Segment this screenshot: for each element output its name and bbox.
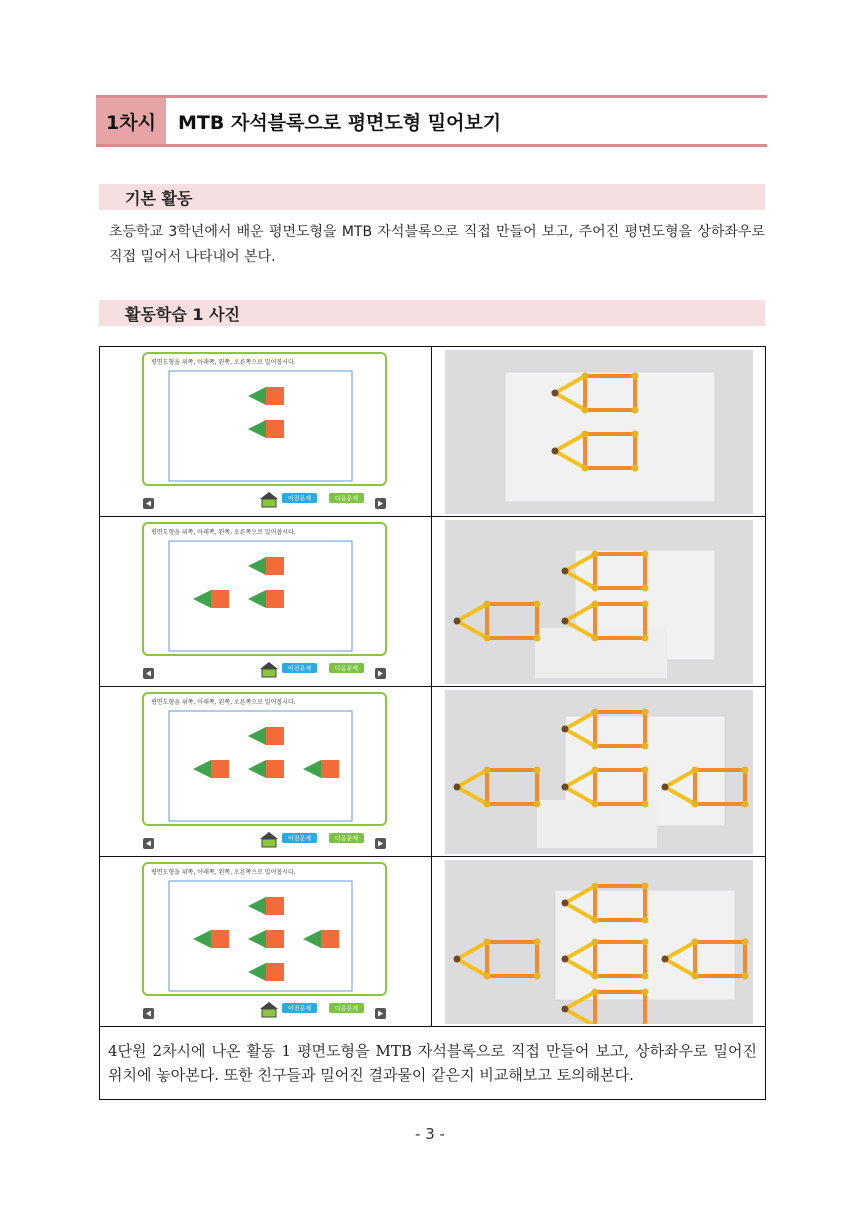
table-row [100, 1027, 766, 1100]
screen-cell [100, 687, 432, 857]
magnet-ball [741, 800, 748, 807]
magnet-ball [561, 617, 568, 624]
orange-square [266, 727, 284, 745]
orange-square [266, 760, 284, 778]
section-basic-activity [99, 184, 765, 210]
screen-instruction: 평면도형을 위쪽, 아래쪽, 왼쪽, 오른쪽으로 밀어봅시다. [150, 528, 296, 536]
block-photo [445, 860, 753, 1024]
section-activity-photos [99, 300, 765, 326]
screen-cell [100, 517, 432, 687]
orange-square [266, 897, 284, 915]
home-icon [260, 832, 278, 839]
caption-cell: 4단원 2차시에 나온 활동 1 평면도형을 MTB 자석블록으로 직접 만들어 보고, 상하좌우로 밀어진 위치에 놓아본다. 또한 친구들과 밀어진 결과물이 같은지 비교해보고 토의해본다. [100, 1027, 766, 1100]
magnet-ball [691, 972, 698, 979]
home-icon [260, 492, 278, 499]
magnet-ball [561, 567, 568, 574]
magnet-ball [561, 899, 568, 906]
home-icon-body [262, 839, 276, 847]
magnet-ball [581, 464, 588, 471]
magnet-ball [581, 406, 588, 413]
magnet-ball [631, 372, 638, 379]
magnet-ball [483, 972, 490, 979]
magnet-ball [483, 938, 490, 945]
magnet-ball [641, 584, 648, 591]
magnet-ball [641, 988, 648, 995]
magnet-ball [591, 882, 598, 889]
magnet-ball [591, 634, 598, 641]
magnet-ball [453, 783, 460, 790]
magnet-ball [591, 550, 598, 557]
magnet-ball [641, 972, 648, 979]
section-title: 기본 활동 [125, 189, 193, 208]
next-question-label: 다음문제 [334, 495, 358, 502]
photo-cell [432, 347, 766, 517]
magnet-ball [641, 916, 648, 923]
magnet-ball [483, 766, 490, 773]
orange-square [211, 590, 229, 608]
magnet-ball [533, 800, 540, 807]
magnet-ball [581, 372, 588, 379]
magnet-ball [691, 800, 698, 807]
magnet-ball [591, 972, 598, 979]
screen-cell [100, 347, 432, 517]
magnet-ball [591, 600, 598, 607]
table-row [100, 687, 766, 857]
block-photo [445, 520, 753, 684]
software-screenshot [141, 521, 391, 683]
table-row [100, 857, 766, 1027]
magnet-ball [641, 938, 648, 945]
magnet-ball [453, 955, 460, 962]
home-icon-body [262, 669, 276, 677]
magnet-ball [561, 783, 568, 790]
screen-instruction: 평면도형을 위쪽, 아래쪽, 왼쪽, 오른쪽으로 밀어봅시다. [150, 698, 296, 706]
home-icon [260, 662, 278, 669]
magnet-ball [483, 800, 490, 807]
magnet-ball [691, 766, 698, 773]
magnet-ball [641, 550, 648, 557]
magnet-ball [533, 766, 540, 773]
home-icon [260, 1002, 278, 1009]
magnet-ball [741, 972, 748, 979]
magnet-ball [533, 972, 540, 979]
magnet-ball [641, 882, 648, 889]
next-question-label: 다음문제 [334, 1005, 358, 1012]
magnet-ball [453, 617, 460, 624]
orange-square [321, 930, 339, 948]
next-question-label: 다음문제 [334, 665, 358, 672]
software-screenshot [141, 691, 391, 853]
magnet-ball [641, 600, 648, 607]
magnet-ball [561, 1005, 568, 1012]
magnet-ball [631, 464, 638, 471]
magnet-ball [631, 430, 638, 437]
magnet-ball [533, 938, 540, 945]
prev-question-label: 이전문제 [287, 665, 311, 672]
photo-cell [432, 517, 766, 687]
orange-square [266, 387, 284, 405]
prev-question-label: 이전문제 [287, 495, 311, 502]
card [537, 800, 657, 848]
orange-square [266, 963, 284, 981]
orange-square [321, 760, 339, 778]
screen-instruction: 평면도형을 위쪽, 아래쪽, 왼쪽, 오른쪽으로 밀어봅시다. [150, 868, 296, 876]
section-title: 활동학습 1 사진 [125, 305, 241, 324]
magnet-ball [551, 389, 558, 396]
page-number: - 3 - [415, 1125, 445, 1143]
block-photo [445, 690, 753, 854]
magnet-ball [591, 742, 598, 749]
magnet-ball [533, 600, 540, 607]
block-photo [445, 350, 753, 514]
software-screenshot [141, 861, 391, 1023]
prev-question-label: 이전문제 [287, 1005, 311, 1012]
magnet-ball [551, 447, 558, 454]
magnet-ball [591, 584, 598, 591]
magnet-ball [641, 742, 648, 749]
magnet-ball [591, 766, 598, 773]
session-title: MTB 자석블록으로 평면도형 밀어보기 [178, 111, 502, 134]
screen-cell [100, 857, 432, 1027]
magnet-ball [691, 938, 698, 945]
home-icon-body [262, 1009, 276, 1017]
orange-square [266, 557, 284, 575]
next-question-label: 다음문제 [334, 835, 358, 842]
magnet-ball [631, 406, 638, 413]
orange-square [266, 420, 284, 438]
magnet-ball [661, 783, 668, 790]
magnet-ball [641, 766, 648, 773]
magnet-ball [741, 938, 748, 945]
magnet-ball [641, 708, 648, 715]
photo-cell [432, 857, 766, 1027]
session-header [96, 95, 767, 147]
screen-instruction: 평면도형을 위쪽, 아래쪽, 왼쪽, 오른쪽으로 밀어봅시다. [150, 358, 296, 366]
magnet-ball [741, 766, 748, 773]
magnet-ball [591, 938, 598, 945]
photo-cell [432, 687, 766, 857]
software-screenshot [141, 351, 391, 513]
orange-square [211, 760, 229, 778]
magnet-ball [641, 634, 648, 641]
home-icon-body [262, 499, 276, 507]
magnet-ball [581, 430, 588, 437]
section-body: 초등학교 3학년에서 배운 평면도형을 MTB 자석블록으로 직접 만들어 보고, 주어진 평면도형을 상하좌우로 직접 밀어서 나타내어 본다. [109, 224, 765, 265]
table-row [100, 347, 766, 517]
paper-sheet [505, 372, 715, 502]
activity-photo-table [99, 346, 766, 1100]
magnet-ball [561, 955, 568, 962]
magnet-ball [561, 725, 568, 732]
orange-square [211, 930, 229, 948]
magnet-ball [591, 708, 598, 715]
magnet-ball [591, 800, 598, 807]
prev-question-label: 이전문제 [287, 835, 311, 842]
magnet-ball [661, 955, 668, 962]
magnet-ball [641, 800, 648, 807]
magnet-ball [591, 916, 598, 923]
orange-square [266, 930, 284, 948]
magnet-ball [483, 600, 490, 607]
magnet-ball [483, 634, 490, 641]
magnet-ball [533, 634, 540, 641]
magnet-ball [591, 988, 598, 995]
session-number: 1차시 [96, 98, 166, 144]
orange-square [266, 590, 284, 608]
table-row [100, 517, 766, 687]
